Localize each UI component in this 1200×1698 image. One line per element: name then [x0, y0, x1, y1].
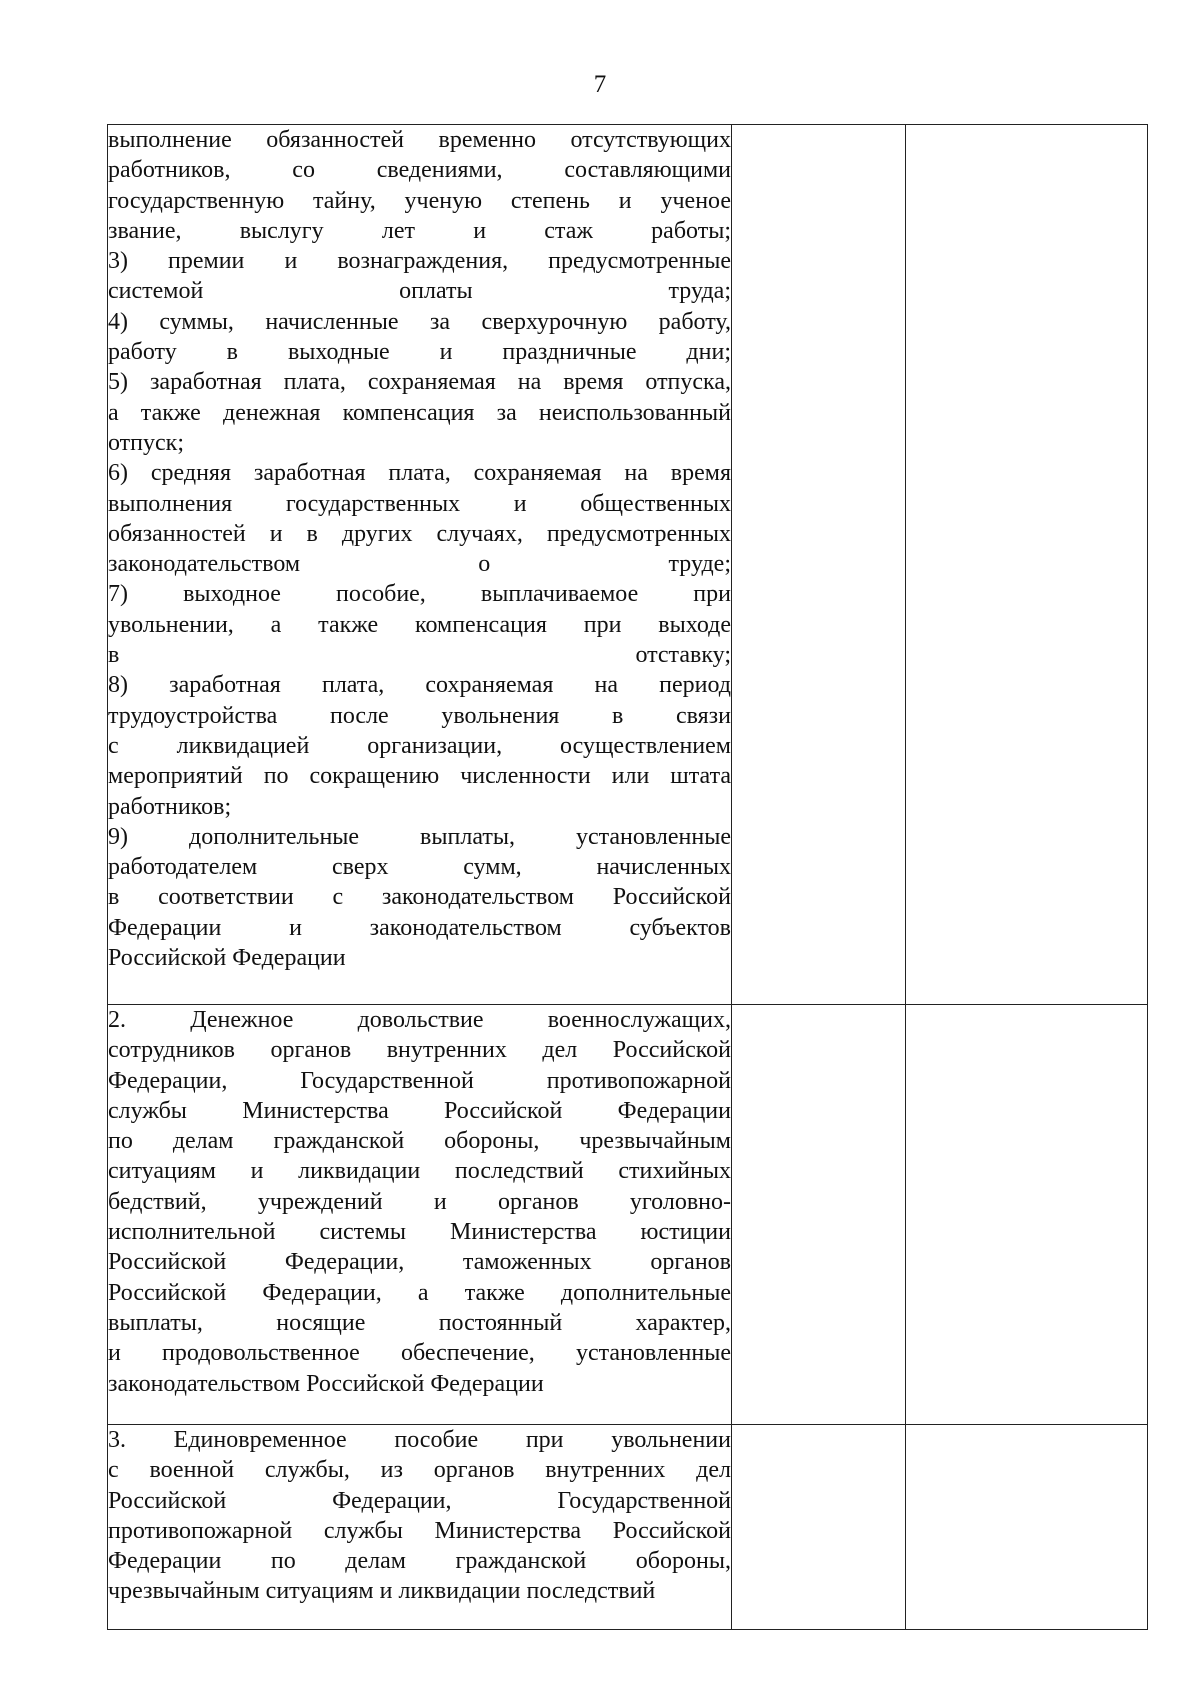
text-line: отпуск;	[108, 429, 184, 456]
text-line: 5) заработная плата, сохраняемая на время отпуска,	[108, 369, 731, 396]
text-line: Российской Федерации, Государственной	[108, 1487, 731, 1514]
text-line: 3) премии и вознаграждения, предусмотренные	[108, 248, 731, 275]
text-line: системой оплаты труда;	[108, 278, 731, 305]
empty-cell	[906, 1425, 1148, 1630]
text-line: Российской Федерации, а также дополнительные	[108, 1279, 731, 1306]
empty-cell	[732, 1005, 906, 1425]
empty-cell	[906, 125, 1148, 1005]
text-line: Федерации по делам гражданской обороны,	[108, 1548, 731, 1575]
text-line: 8) заработная плата, сохраняемая на период	[108, 672, 731, 699]
income-type-cell	[108, 1425, 732, 1630]
text-line: 2. Денежное довольствие военнослужащих,	[108, 1007, 731, 1033]
text-line: работников, со сведениями, составляющими	[108, 157, 731, 184]
empty-cell	[906, 1005, 1148, 1425]
text-line: 9) дополнительные выплаты, установленные	[108, 823, 731, 850]
text-line: выплаты, носящие постоянный характер,	[108, 1309, 731, 1336]
text-line: и продовольственное обеспечение, установленные	[108, 1340, 731, 1367]
text-line: в соответствии с законодательством Российской	[108, 884, 731, 911]
text-line: исполнительной системы Министерства юстиции	[108, 1219, 731, 1246]
text-line: работодателем сверх сумм, начисленных	[108, 854, 731, 881]
text-line: звание, выслугу лет и стаж работы;	[108, 217, 731, 244]
text-line: с ликвидацией организации, осуществлением	[108, 732, 731, 759]
text-line: 7) выходное пособие, выплачиваемое при	[108, 581, 731, 608]
text-line: государственную тайну, ученую степень и ученое	[108, 187, 731, 214]
text-line: бедствий, учреждений и органов уголовно-	[108, 1188, 731, 1215]
income-type-cell	[108, 1005, 732, 1425]
text-line: увольнении, а также компенсация при выходе	[108, 611, 731, 638]
text-line: по делам гражданской обороны, чрезвычайным	[108, 1128, 731, 1155]
text-line: трудоустройства после увольнения в связи	[108, 702, 731, 729]
text-line: Федерации, Государственной противопожарной	[108, 1067, 731, 1094]
text-line: законодательством о труде;	[108, 551, 731, 578]
text-line: обязанностей и в других случаях, предусмотренных	[108, 520, 731, 547]
text-line: противопожарной службы Министерства Российской	[108, 1517, 731, 1544]
text-line: 3. Единовременное пособие при увольнении	[108, 1427, 731, 1453]
text-line: 4) суммы, начисленные за сверхурочную работу,	[108, 308, 731, 335]
table-body	[108, 125, 1148, 1630]
text-line: сотрудников органов внутренних дел Российской	[108, 1037, 731, 1064]
text-line: ситуациям и ликвидации последствий стихийных	[108, 1158, 731, 1185]
text-line: чрезвычайным ситуациям и ликвидации последствий	[108, 1578, 656, 1605]
income-type-cell	[108, 125, 732, 1005]
table-row	[108, 1425, 1148, 1630]
empty-cell	[732, 1425, 906, 1630]
text-line: Российской Федерации, таможенных органов	[108, 1249, 731, 1276]
text-line: 6) средняя заработная плата, сохраняемая на время	[108, 460, 731, 487]
text-line: с военной службы, из органов внутренних дел	[108, 1457, 731, 1484]
table-row	[108, 125, 1148, 1005]
table-row	[108, 1005, 1148, 1425]
text-line: службы Министерства Российской Федерации	[108, 1097, 731, 1124]
text-line: Российской Федерации	[108, 945, 346, 972]
income-table	[107, 124, 1148, 1630]
empty-cell	[732, 125, 906, 1005]
text-line: Федерации и законодательством субъектов	[108, 914, 731, 941]
page-number: 7	[593, 71, 607, 98]
text-line: а также денежная компенсация за неиспользованный	[108, 399, 731, 426]
text-line: работников;	[108, 793, 232, 820]
text-line: выполнение обязанностей временно отсутствующих	[108, 127, 731, 153]
text-line: в отставку;	[108, 642, 731, 669]
text-line: законодательством Российской Федерации	[108, 1370, 544, 1397]
text-line: мероприятий по сокращению численности или штата	[108, 763, 731, 790]
text-line: работу в выходные и праздничные дни;	[108, 339, 731, 366]
text-line: выполнения государственных и общественных	[108, 490, 731, 517]
